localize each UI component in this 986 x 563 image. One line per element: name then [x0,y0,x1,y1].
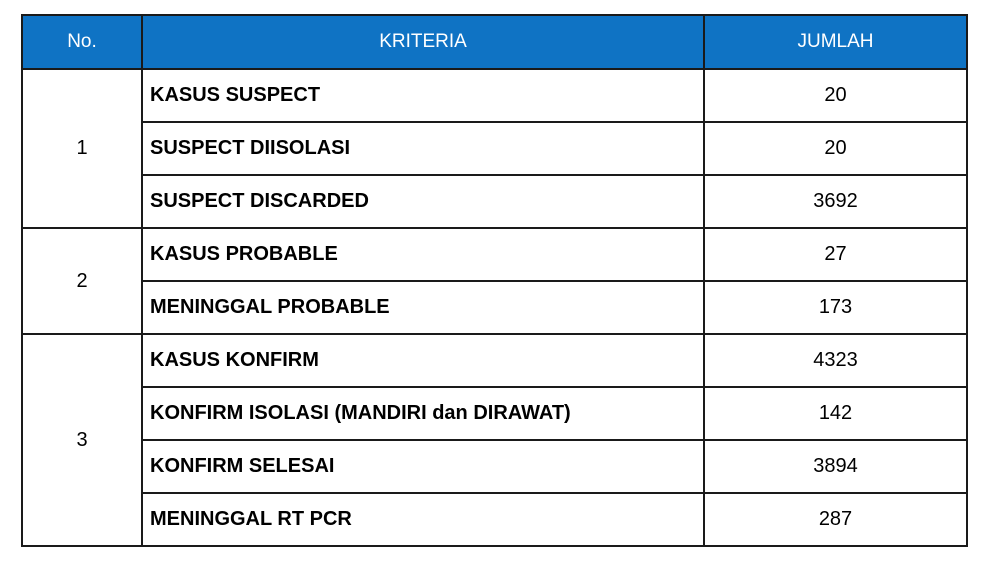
table-row [22,122,967,175]
header-no: No. [22,15,142,69]
table-row [22,175,967,228]
count-cell: 20 [704,122,967,175]
criteria-cell: SUSPECT DIISOLASI [142,122,704,175]
group-number: 1 [22,69,142,228]
count-cell: 20 [704,69,967,122]
table-row [22,69,967,122]
table-row [22,493,967,546]
header-kriteria: KRITERIA [142,15,704,69]
table-header-row [22,15,967,69]
criteria-cell: KASUS PROBABLE [142,228,704,281]
count-cell: 27 [704,228,967,281]
table-row [22,228,967,281]
group-number: 2 [22,228,142,334]
table-row [22,387,967,440]
criteria-cell: MENINGGAL RT PCR [142,493,704,546]
data-table [21,14,968,547]
header-jumlah: JUMLAH [704,15,967,69]
table-row [22,334,967,387]
table-row [22,281,967,334]
count-cell: 3894 [704,440,967,493]
group-number: 3 [22,334,142,546]
count-cell: 173 [704,281,967,334]
count-cell: 4323 [704,334,967,387]
criteria-cell: KASUS SUSPECT [142,69,704,122]
count-cell: 142 [704,387,967,440]
criteria-cell: KONFIRM ISOLASI (MANDIRI dan DIRAWAT) [142,387,704,440]
criteria-cell: KASUS KONFIRM [142,334,704,387]
count-cell: 3692 [704,175,967,228]
count-cell: 287 [704,493,967,546]
criteria-cell: MENINGGAL PROBABLE [142,281,704,334]
criteria-cell: KONFIRM SELESAI [142,440,704,493]
criteria-cell: SUSPECT DISCARDED [142,175,704,228]
table-row [22,440,967,493]
